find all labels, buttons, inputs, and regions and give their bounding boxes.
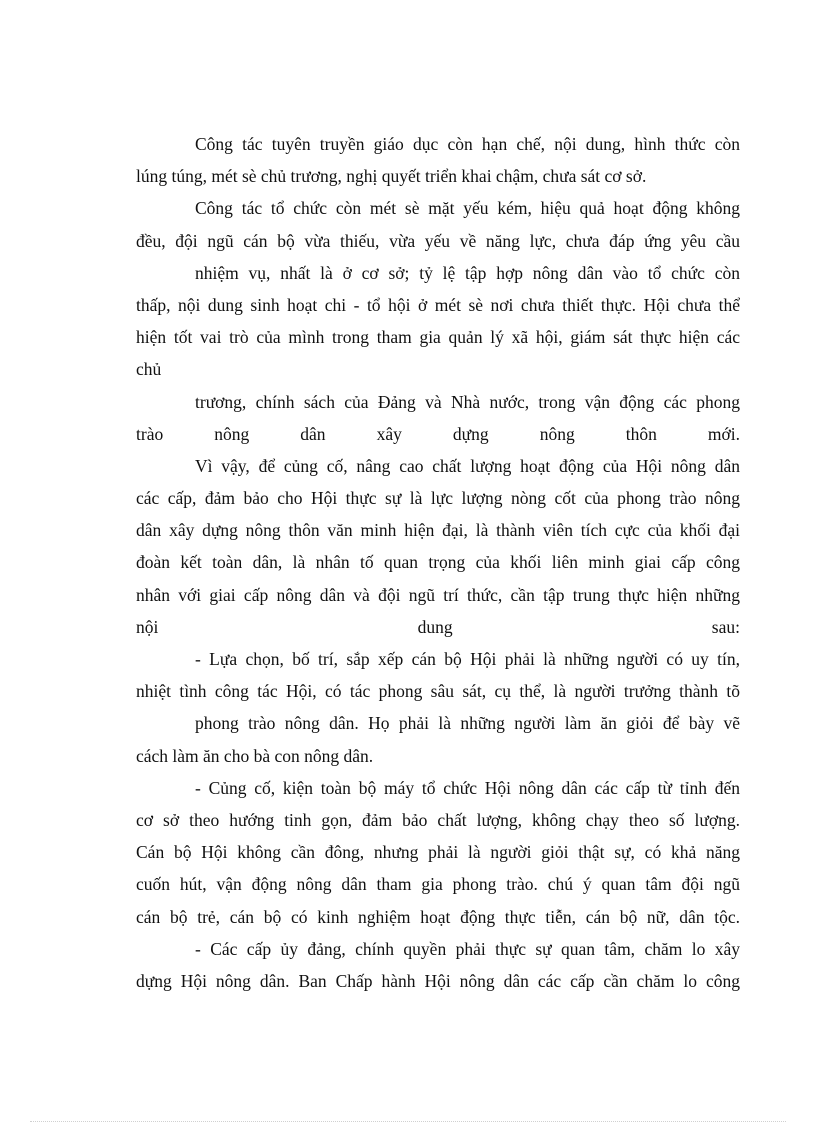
text-line: đoàn kết toàn dân, là nhân tố quan trọng của khối liên minh giai cấp công — [136, 552, 740, 573]
text-line: dân xây dựng nông thôn văn minh hiện đại, là thành viên tích cực của khối đại — [136, 520, 740, 541]
text-line: chủ — [136, 359, 162, 380]
text-line: nội dung sau: — [136, 616, 740, 637]
text-line: trào nông dân xây dựng nông thôn mới. — [136, 423, 740, 444]
text-line: Cán bộ Hội không cần đông, nhưng phải là người giỏi thật sự, có khả năng — [136, 842, 740, 863]
text-line: hiện tốt vai trò của mình trong tham gia quản lý xã hội, giám sát thực hiện các — [136, 327, 740, 348]
text-line: thấp, nội dung sinh hoạt chi - tổ hội ở mét sè nơi chưa thiết thực. Hội chưa thể — [136, 294, 740, 315]
text-line: cán bộ trẻ, cán bộ có kinh nghiệm hoạt động thực tiễn, cán bộ nữ, dân tộc. — [136, 906, 740, 927]
text-line: cách làm ăn cho bà con nông dân. — [136, 745, 374, 766]
text-line: đều, đội ngũ cán bộ vừa thiếu, vừa yếu về năng lực, chưa đáp ứng yêu cầu — [136, 230, 740, 251]
text-line: - Các cấp ủy đảng, chính quyền phải thực sự quan tâm, chăm lo xây — [195, 938, 740, 959]
text-line: nhiệt tình công tác Hội, có tác phong sâu sát, cụ thể, là người trưởng thành tõ — [136, 681, 740, 702]
text-line: nhân với giai cấp nông dân và đội ngũ trí thức, cần tập trung thực hiện những — [136, 584, 740, 605]
text-line: Công tác tổ chức còn mét sè mặt yếu kém, hiệu quả hoạt động không — [195, 198, 740, 219]
text-line: cơ sở theo hướng tinh gọn, đảm bảo chất lượng, không chạy theo số lượng. — [136, 809, 740, 830]
text-line: Vì vậy, để củng cố, nâng cao chất lượng hoạt động của Hội nông dân — [195, 455, 740, 476]
text-line: dựng Hội nông dân. Ban Chấp hành Hội nông dân các cấp cần chăm lo công — [136, 970, 740, 991]
text-line: Công tác tuyên truyền giáo dục còn hạn chế, nội dung, hình thức còn — [195, 134, 740, 154]
text-line: trương, chính sách của Đảng và Nhà nước, trong vận động các phong — [195, 391, 740, 412]
text-line: nhiệm vụ, nhất là ở cơ sở; tỷ lệ tập hợp nông dân vào tổ chức còn — [195, 262, 740, 283]
text-line: - Lựa chọn, bố trí, sắp xếp cán bộ Hội phải là những người có uy tín, — [195, 649, 740, 669]
text-line: các cấp, đảm bảo cho Hội thực sự là lực lượng nòng cốt của phong trào nông — [136, 488, 740, 509]
text-line: cuốn hút, vận động nông dân tham gia phong trào. chú ý quan tâm đội ngũ — [136, 874, 740, 895]
text-line: lúng túng, mét sè chủ trương, nghị quyết triển khai chậm, chưa sát cơ sở. — [136, 166, 647, 187]
body-text — [136, 128, 740, 997]
text-line: phong trào nông dân. Họ phải là những người làm ăn giỏi để bày vẽ — [195, 713, 740, 734]
text-line: - Củng cố, kiện toàn bộ máy tổ chức Hội nông dân các cấp từ tỉnh đến — [195, 777, 740, 798]
page-bottom-divider — [30, 1121, 786, 1122]
